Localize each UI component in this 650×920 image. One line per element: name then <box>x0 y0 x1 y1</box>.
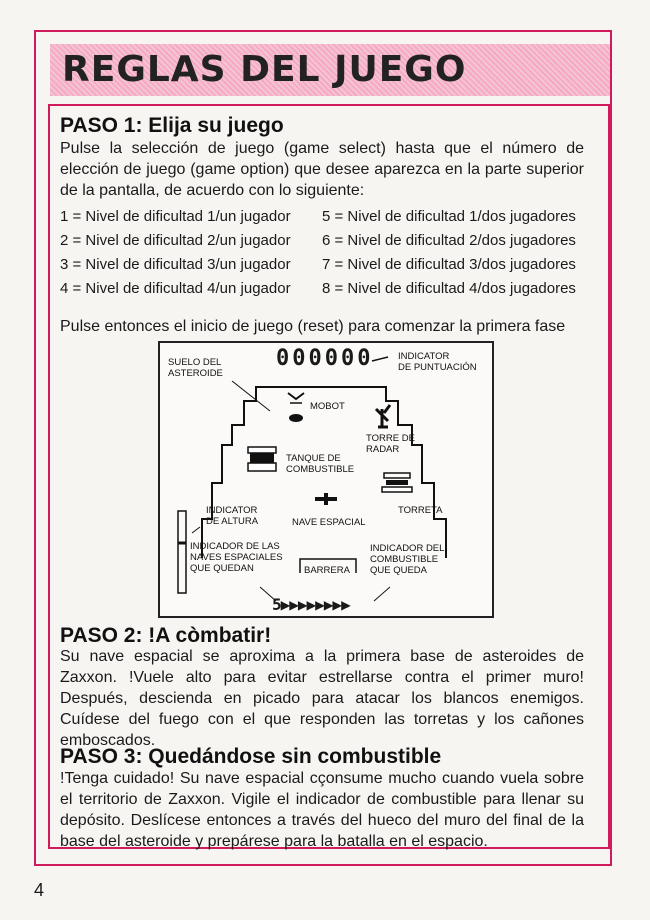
label-mobot: MOBOT <box>310 401 345 412</box>
difficulty-levels <box>60 205 600 300</box>
paso2-heading: PASO 2: !A còmbatir! <box>60 624 272 647</box>
level-item: 1 = Nivel de dificultad 1/un jugador <box>60 208 291 225</box>
paso2-text: Su nave espacial se aproxima a la primera base de asteroides de Zaxxon. !Vuele alto para evitar estrellarse contra el primer muro! Después, descienda en picado para atacar los blancos enemigos. Cuídese del fuego con el que responden las torretas y los cañones emboscados. <box>60 648 584 749</box>
label-barrier: BARRERA <box>304 565 350 576</box>
level-item: 5 = Nivel de dificultad 1/dos jugadores <box>322 208 576 225</box>
page-title: REGLAS DEL JUEGO <box>62 49 467 90</box>
pointer-line <box>372 357 388 361</box>
reset-text: Pulse entonces el inicio de juego (reset) para comenzar la primera fase <box>60 318 566 335</box>
label-turret: TORRETA <box>398 505 443 516</box>
label-score-indicator: INDICATOR DE PUNTUACIÓN <box>398 351 477 373</box>
label-asteroid-floor: SUELO DEL ASTEROIDE <box>168 357 223 379</box>
label-fuel-remaining: INDICADOR DEL COMBUSTIBLE QUE QUEDA <box>370 543 445 576</box>
radar-tower-icon <box>376 405 390 427</box>
paso1-text: Pulse la selección de juego (game select) hasta que el número de elección de juego (game option) que desee aparezca en la parte superior de la pantalla, de acuerdo con lo siguiente: <box>60 140 584 199</box>
level-item: 7 = Nivel de dificultad 3/dos jugadores <box>322 256 576 273</box>
score-display: 000000 <box>276 346 374 371</box>
altitude-indicator <box>178 511 186 593</box>
label-radar-tower: TORRE DE RADAR <box>366 433 415 455</box>
game-screen-diagram <box>158 341 494 618</box>
fuel-gauge: 5▶▶▶▶▶▶▶▶ <box>272 595 350 614</box>
pointer-line <box>374 587 390 601</box>
label-fuel-tank: TANQUE DE COMBUSTIBLE <box>286 453 355 475</box>
paso3-heading: PASO 3: Quedándose sin combustible <box>60 745 442 768</box>
level-item: 8 = Nivel de dificultad 4/dos jugadores <box>322 280 576 297</box>
label-ships-remaining: INDICADOR DE LAS NAVES ESPACIALES QUE QUEDAN <box>190 541 283 574</box>
turret-icon <box>382 473 412 492</box>
mobot-icon <box>288 393 304 422</box>
pointer-line <box>192 527 200 533</box>
spaceship-icon <box>315 493 337 505</box>
label-spaceship: NAVE ESPACIAL <box>292 517 366 528</box>
pointer-line <box>232 381 270 411</box>
page-number: 4 <box>34 880 45 900</box>
level-item: 2 = Nivel de dificultad 2/un jugador <box>60 232 291 249</box>
level-item: 3 = Nivel de dificultad 3/un jugador <box>60 256 291 273</box>
paso1-heading: PASO 1: Elija su juego <box>60 114 284 137</box>
level-item: 4 = Nivel de dificultad 4/un jugador <box>60 280 291 297</box>
level-item: 6 = Nivel de dificultad 2/dos jugadores <box>322 232 576 249</box>
fuel-tank-icon <box>248 447 276 471</box>
paso3-text: !Tenga cuidado! Su nave espacial cçonsume mucho cuando vuela sobre el territorio de Zaxxon. Vigile el indicador de combustible para llenar su depósito. Deslícese entonces a través del hueco del muro del final de la base del asteroide y prepárese para la batalla en el espacio. <box>60 770 584 850</box>
label-altitude-indicator: INDICATOR DE ALTURA <box>206 505 259 527</box>
